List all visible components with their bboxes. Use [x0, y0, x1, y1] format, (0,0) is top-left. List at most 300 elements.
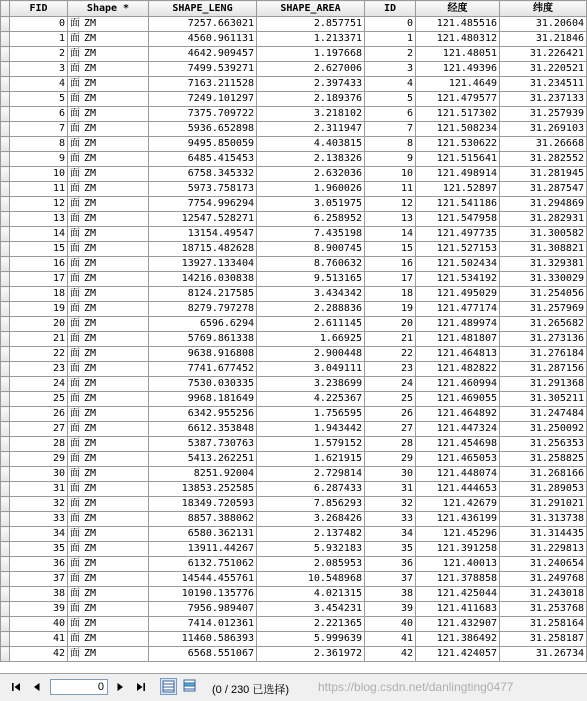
- polygon-icon: 面: [70, 333, 80, 344]
- shape-type-label: ZM: [84, 288, 97, 299]
- row-selector[interactable]: [1, 422, 10, 437]
- table-row[interactable]: [1, 617, 587, 632]
- table-row[interactable]: [1, 62, 587, 77]
- cell-shape-area: 2.288836: [257, 302, 365, 317]
- cell-fid: 17: [10, 272, 68, 287]
- table-row[interactable]: [1, 452, 587, 467]
- table-footer: [0, 673, 587, 701]
- table-row[interactable]: [1, 497, 587, 512]
- table-row[interactable]: [1, 512, 587, 527]
- selection-status: (0 / 230 已选择): [212, 684, 290, 696]
- cell-shape-area: 1.943442: [257, 422, 365, 437]
- row-selector[interactable]: [1, 437, 10, 452]
- row-selector[interactable]: [1, 257, 10, 272]
- cell-shape: [68, 437, 149, 452]
- shape-type-label: ZM: [84, 528, 97, 539]
- cell-longitude: 121.515641: [416, 152, 500, 167]
- polygon-icon: 面: [70, 168, 80, 179]
- cell-fid: 29: [10, 452, 68, 467]
- cell-latitude: 31.291021: [500, 497, 587, 512]
- row-selector[interactable]: [1, 227, 10, 242]
- cell-shape: [68, 227, 149, 242]
- row-selector[interactable]: [1, 467, 10, 482]
- cell-id: 9: [365, 152, 416, 167]
- table-row[interactable]: [1, 377, 587, 392]
- cell-fid: 23: [10, 362, 68, 377]
- cell-id: 18: [365, 287, 416, 302]
- cell-shape-leng: 13853.252585: [149, 482, 257, 497]
- cell-shape-leng: 11460.586393: [149, 632, 257, 647]
- shape-type-label: ZM: [84, 483, 97, 494]
- cell-id: 30: [365, 467, 416, 482]
- polygon-icon: 面: [70, 258, 80, 269]
- cell-shape: [68, 302, 149, 317]
- table-row[interactable]: [1, 137, 587, 152]
- table-row[interactable]: [1, 542, 587, 557]
- shape-type-label: ZM: [84, 558, 97, 569]
- table-row[interactable]: [1, 92, 587, 107]
- cell-shape-area: 1.579152: [257, 437, 365, 452]
- row-selector[interactable]: [1, 272, 10, 287]
- table-row[interactable]: [1, 557, 587, 572]
- table-row[interactable]: [1, 602, 587, 617]
- shape-type-label: ZM: [84, 123, 97, 134]
- cell-shape-leng: 7956.989407: [149, 602, 257, 617]
- cell-shape-leng: 10190.135776: [149, 587, 257, 602]
- cell-shape-leng: 6596.6294: [149, 317, 257, 332]
- cell-longitude: 121.378858: [416, 572, 500, 587]
- previous-record-icon[interactable]: [31, 681, 43, 693]
- row-selector[interactable]: [1, 107, 10, 122]
- shape-type-label: ZM: [84, 573, 97, 584]
- cell-fid: 31: [10, 482, 68, 497]
- row-selector[interactable]: [1, 617, 10, 632]
- cell-shape-leng: 18349.720593: [149, 497, 257, 512]
- table-row[interactable]: [1, 482, 587, 497]
- table-row[interactable]: [1, 527, 587, 542]
- cell-shape: [68, 602, 149, 617]
- cell-id: 35: [365, 542, 416, 557]
- cell-shape: [68, 392, 149, 407]
- row-selector[interactable]: [1, 47, 10, 62]
- table-row[interactable]: [1, 422, 587, 437]
- cell-shape-area: 2.221365: [257, 617, 365, 632]
- cell-id: 1: [365, 32, 416, 47]
- table-row[interactable]: [1, 212, 587, 227]
- table-row[interactable]: [1, 437, 587, 452]
- cell-id: 4: [365, 77, 416, 92]
- cell-fid: 39: [10, 602, 68, 617]
- cell-shape: [68, 362, 149, 377]
- cell-latitude: 31.282552: [500, 152, 587, 167]
- cell-shape-leng: 7754.996294: [149, 197, 257, 212]
- cell-shape: [68, 17, 149, 32]
- row-selector[interactable]: [1, 182, 10, 197]
- cell-latitude: 31.287156: [500, 362, 587, 377]
- cell-shape: [68, 317, 149, 332]
- cell-shape-area: 2.729814: [257, 467, 365, 482]
- cell-id: 6: [365, 107, 416, 122]
- cell-id: 20: [365, 317, 416, 332]
- shape-type-label: ZM: [84, 243, 97, 254]
- table-row[interactable]: [1, 302, 587, 317]
- polygon-icon: 面: [70, 318, 80, 329]
- cell-latitude: 31.258825: [500, 452, 587, 467]
- watermark-text: https://blog.csdn.net/danlingting0477: [318, 680, 514, 694]
- row-selector[interactable]: [1, 392, 10, 407]
- row-selector[interactable]: [1, 287, 10, 302]
- cell-shape-area: 7.856293: [257, 497, 365, 512]
- column-header-longitude[interactable]: 经度: [416, 1, 500, 17]
- cell-id: 15: [365, 242, 416, 257]
- table-row[interactable]: [1, 182, 587, 197]
- cell-longitude: 121.464892: [416, 407, 500, 422]
- row-selector[interactable]: [1, 32, 10, 47]
- cell-id: 21: [365, 332, 416, 347]
- table-row[interactable]: [1, 47, 587, 62]
- current-record-input[interactable]: 0: [50, 679, 108, 695]
- cell-shape: [68, 542, 149, 557]
- cell-shape-area: 4.403815: [257, 137, 365, 152]
- cell-shape-area: 1.960026: [257, 182, 365, 197]
- cell-shape-area: 9.513165: [257, 272, 365, 287]
- row-selector[interactable]: [1, 497, 10, 512]
- table-row[interactable]: [1, 32, 587, 47]
- table-row[interactable]: [1, 407, 587, 422]
- polygon-icon: 面: [70, 603, 80, 614]
- table-row[interactable]: [1, 392, 587, 407]
- polygon-icon: 面: [70, 588, 80, 599]
- cell-shape-area: 2.900448: [257, 347, 365, 362]
- shape-type-label: ZM: [84, 348, 97, 359]
- table-row[interactable]: [1, 107, 587, 122]
- cell-fid: 10: [10, 167, 68, 182]
- cell-fid: 15: [10, 242, 68, 257]
- cell-latitude: 31.308821: [500, 242, 587, 257]
- row-selector[interactable]: [1, 122, 10, 137]
- cell-shape-leng: 6580.362131: [149, 527, 257, 542]
- row-selector[interactable]: [1, 332, 10, 347]
- polygon-icon: 面: [70, 78, 80, 89]
- table-row[interactable]: [1, 257, 587, 272]
- cell-id: 37: [365, 572, 416, 587]
- cell-id: 22: [365, 347, 416, 362]
- shape-type-label: ZM: [84, 513, 97, 524]
- cell-shape: [68, 617, 149, 632]
- polygon-icon: 面: [70, 183, 80, 194]
- select-all-corner[interactable]: [1, 1, 10, 17]
- cell-longitude: 121.541186: [416, 197, 500, 212]
- cell-longitude: 121.480312: [416, 32, 500, 47]
- shape-type-label: ZM: [84, 423, 97, 434]
- polygon-icon: 面: [70, 513, 80, 524]
- table-row[interactable]: [1, 287, 587, 302]
- table-row[interactable]: [1, 647, 587, 662]
- shape-type-label: ZM: [84, 168, 97, 179]
- cell-fid: 12: [10, 197, 68, 212]
- row-selector[interactable]: [1, 197, 10, 212]
- polygon-icon: 面: [70, 633, 80, 644]
- shape-type-label: ZM: [84, 408, 97, 419]
- cell-latitude: 31.247484: [500, 407, 587, 422]
- cell-id: 0: [365, 17, 416, 32]
- table-row[interactable]: [1, 572, 587, 587]
- row-selector[interactable]: [1, 407, 10, 422]
- cell-longitude: 121.436199: [416, 512, 500, 527]
- cell-latitude: 31.229813: [500, 542, 587, 557]
- cell-fid: 6: [10, 107, 68, 122]
- first-record-icon[interactable]: [10, 681, 22, 693]
- cell-shape: [68, 212, 149, 227]
- cell-id: 3: [365, 62, 416, 77]
- polygon-icon: 面: [70, 18, 80, 29]
- row-selector[interactable]: [1, 137, 10, 152]
- column-header-shape-area[interactable]: SHAPE_AREA: [257, 1, 365, 17]
- cell-shape-leng: 6485.415453: [149, 152, 257, 167]
- column-header-fid[interactable]: FID: [10, 1, 68, 17]
- cell-shape-leng: 9495.850059: [149, 137, 257, 152]
- row-selector[interactable]: [1, 587, 10, 602]
- table-row[interactable]: [1, 122, 587, 137]
- cell-shape: [68, 197, 149, 212]
- cell-shape-leng: 6342.955256: [149, 407, 257, 422]
- row-selector[interactable]: [1, 317, 10, 332]
- polygon-icon: 面: [70, 453, 80, 464]
- table-row[interactable]: [1, 227, 587, 242]
- row-selector[interactable]: [1, 302, 10, 317]
- polygon-icon: 面: [70, 48, 80, 59]
- show-all-records-icon[interactable]: [160, 678, 177, 695]
- cell-latitude: 31.273136: [500, 332, 587, 347]
- cell-shape-leng: 7375.709722: [149, 107, 257, 122]
- table-row[interactable]: [1, 362, 587, 377]
- column-header-latitude[interactable]: 纬度: [500, 1, 587, 17]
- shape-type-label: ZM: [84, 183, 97, 194]
- cell-shape-area: 2.632036: [257, 167, 365, 182]
- polygon-icon: 面: [70, 378, 80, 389]
- cell-shape-leng: 7257.663021: [149, 17, 257, 32]
- row-selector[interactable]: [1, 62, 10, 77]
- cell-shape-area: 4.021315: [257, 587, 365, 602]
- row-selector[interactable]: [1, 92, 10, 107]
- cell-id: 38: [365, 587, 416, 602]
- polygon-icon: 面: [70, 138, 80, 149]
- cell-shape-leng: 4642.909457: [149, 47, 257, 62]
- row-selector[interactable]: [1, 212, 10, 227]
- cell-shape: [68, 242, 149, 257]
- cell-shape-area: 1.756595: [257, 407, 365, 422]
- cell-shape: [68, 47, 149, 62]
- table-row[interactable]: [1, 347, 587, 362]
- cell-shape-area: 3.454231: [257, 602, 365, 617]
- cell-fid: 20: [10, 317, 68, 332]
- cell-fid: 18: [10, 287, 68, 302]
- cell-fid: 11: [10, 182, 68, 197]
- cell-shape-area: 2.138326: [257, 152, 365, 167]
- shape-type-label: ZM: [84, 93, 97, 104]
- cell-shape-area: 2.397433: [257, 77, 365, 92]
- row-selector[interactable]: [1, 647, 10, 662]
- cell-shape-area: 1.197668: [257, 47, 365, 62]
- row-selector[interactable]: [1, 632, 10, 647]
- table-row[interactable]: [1, 152, 587, 167]
- polygon-icon: 面: [70, 273, 80, 284]
- cell-shape: [68, 647, 149, 662]
- row-selector[interactable]: [1, 512, 10, 527]
- cell-shape: [68, 167, 149, 182]
- table-row[interactable]: [1, 632, 587, 647]
- row-selector[interactable]: [1, 362, 10, 377]
- last-record-icon[interactable]: [135, 681, 147, 693]
- cell-id: 16: [365, 257, 416, 272]
- cell-shape: [68, 272, 149, 287]
- cell-fid: 16: [10, 257, 68, 272]
- cell-shape-area: 4.225367: [257, 392, 365, 407]
- cell-latitude: 31.294869: [500, 197, 587, 212]
- cell-shape-area: 6.258952: [257, 212, 365, 227]
- column-header-shape[interactable]: Shape *: [68, 1, 149, 17]
- polygon-icon: 面: [70, 213, 80, 224]
- table-row[interactable]: [1, 467, 587, 482]
- polygon-icon: 面: [70, 228, 80, 239]
- cell-fid: 21: [10, 332, 68, 347]
- shape-type-label: ZM: [84, 618, 97, 629]
- table-row[interactable]: [1, 272, 587, 287]
- cell-latitude: 31.256353: [500, 437, 587, 452]
- cell-shape: [68, 587, 149, 602]
- cell-shape-area: 1.621915: [257, 452, 365, 467]
- polygon-icon: 面: [70, 543, 80, 554]
- table-row[interactable]: [1, 197, 587, 212]
- table-row[interactable]: [1, 77, 587, 92]
- cell-id: 8: [365, 137, 416, 152]
- cell-id: 32: [365, 497, 416, 512]
- cell-shape: [68, 632, 149, 647]
- shape-type-label: ZM: [84, 48, 97, 59]
- cell-shape-area: 2.361972: [257, 647, 365, 662]
- cell-fid: 7: [10, 122, 68, 137]
- row-selector[interactable]: [1, 527, 10, 542]
- show-selected-records-icon[interactable]: [182, 678, 199, 695]
- next-record-icon[interactable]: [114, 681, 126, 693]
- row-selector[interactable]: [1, 167, 10, 182]
- row-selector[interactable]: [1, 242, 10, 257]
- row-selector[interactable]: [1, 77, 10, 92]
- table-row[interactable]: [1, 317, 587, 332]
- cell-fid: 9: [10, 152, 68, 167]
- row-selector[interactable]: [1, 17, 10, 32]
- cell-shape-leng: 14216.030838: [149, 272, 257, 287]
- cell-fid: 25: [10, 392, 68, 407]
- cell-fid: 28: [10, 437, 68, 452]
- cell-latitude: 31.249768: [500, 572, 587, 587]
- cell-shape-leng: 8251.92004: [149, 467, 257, 482]
- cell-shape: [68, 77, 149, 92]
- cell-fid: 27: [10, 422, 68, 437]
- cell-latitude: 31.258164: [500, 617, 587, 632]
- polygon-icon: 面: [70, 33, 80, 44]
- cell-shape-leng: 6568.551067: [149, 647, 257, 662]
- cell-longitude: 121.495029: [416, 287, 500, 302]
- cell-fid: 41: [10, 632, 68, 647]
- cell-id: 39: [365, 602, 416, 617]
- polygon-icon: 面: [70, 573, 80, 584]
- cell-longitude: 121.469055: [416, 392, 500, 407]
- cell-shape-leng: 5936.652898: [149, 122, 257, 137]
- cell-fid: 1: [10, 32, 68, 47]
- cell-shape: [68, 557, 149, 572]
- cell-shape-area: 2.311947: [257, 122, 365, 137]
- cell-id: 36: [365, 557, 416, 572]
- cell-fid: 36: [10, 557, 68, 572]
- cell-latitude: 31.276184: [500, 347, 587, 362]
- table-row[interactable]: [1, 167, 587, 182]
- cell-latitude: 31.220521: [500, 62, 587, 77]
- cell-shape-leng: 18715.482628: [149, 242, 257, 257]
- cell-latitude: 31.314435: [500, 527, 587, 542]
- column-header-shape-leng[interactable]: SHAPE_LENG: [149, 1, 257, 17]
- table-row[interactable]: [1, 17, 587, 32]
- cell-id: 12: [365, 197, 416, 212]
- table-row[interactable]: [1, 587, 587, 602]
- row-selector[interactable]: [1, 347, 10, 362]
- cell-fid: 5: [10, 92, 68, 107]
- cell-shape-area: 2.611145: [257, 317, 365, 332]
- polygon-icon: 面: [70, 63, 80, 74]
- cell-fid: 3: [10, 62, 68, 77]
- shape-type-label: ZM: [84, 378, 97, 389]
- column-header-id[interactable]: ID: [365, 1, 416, 17]
- polygon-icon: 面: [70, 288, 80, 299]
- cell-shape-leng: 6132.751062: [149, 557, 257, 572]
- row-selector[interactable]: [1, 572, 10, 587]
- table-row[interactable]: [1, 242, 587, 257]
- row-selector[interactable]: [1, 452, 10, 467]
- row-selector[interactable]: [1, 152, 10, 167]
- cell-longitude: 121.527153: [416, 242, 500, 257]
- cell-longitude: 121.530622: [416, 137, 500, 152]
- cell-fid: 13: [10, 212, 68, 227]
- row-selector[interactable]: [1, 482, 10, 497]
- table-row[interactable]: [1, 332, 587, 347]
- cell-shape-area: 1.66925: [257, 332, 365, 347]
- polygon-icon: 面: [70, 438, 80, 449]
- cell-id: 25: [365, 392, 416, 407]
- cell-longitude: 121.497735: [416, 227, 500, 242]
- polygon-icon: 面: [70, 618, 80, 629]
- shape-type-label: ZM: [84, 303, 97, 314]
- cell-shape-leng: 7249.101297: [149, 92, 257, 107]
- cell-shape: [68, 452, 149, 467]
- row-selector[interactable]: [1, 602, 10, 617]
- cell-latitude: 31.282931: [500, 212, 587, 227]
- cell-id: 7: [365, 122, 416, 137]
- cell-longitude: 121.447324: [416, 422, 500, 437]
- cell-shape: [68, 512, 149, 527]
- cell-latitude: 31.20604: [500, 17, 587, 32]
- row-selector[interactable]: [1, 557, 10, 572]
- row-selector[interactable]: [1, 377, 10, 392]
- cell-id: 26: [365, 407, 416, 422]
- cell-latitude: 31.253768: [500, 602, 587, 617]
- row-selector[interactable]: [1, 542, 10, 557]
- cell-latitude: 31.300582: [500, 227, 587, 242]
- shape-type-label: ZM: [84, 213, 97, 224]
- cell-fid: 19: [10, 302, 68, 317]
- cell-shape-leng: 8124.217585: [149, 287, 257, 302]
- cell-longitude: 121.498914: [416, 167, 500, 182]
- cell-shape-area: 2.857751: [257, 17, 365, 32]
